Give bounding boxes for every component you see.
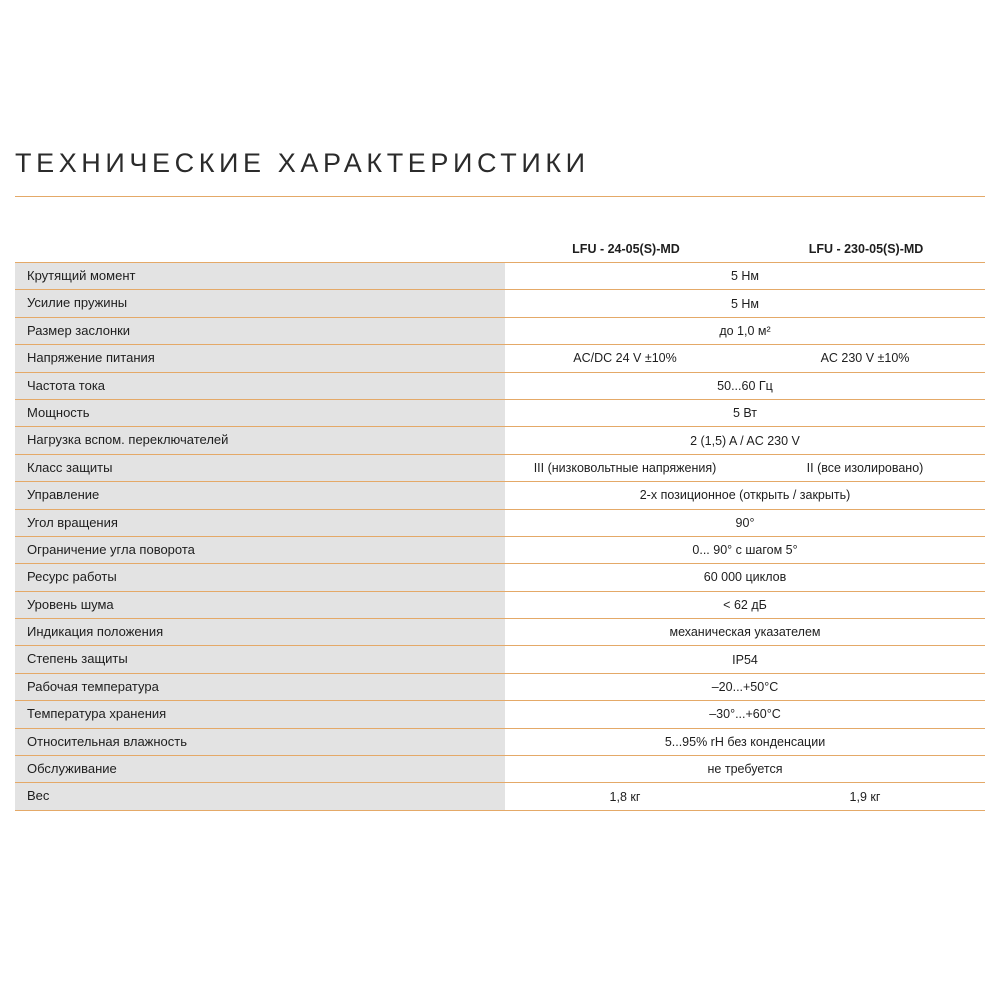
table-row [15,592,985,619]
row-label: Относительная влажность [15,729,505,755]
column-header-lfu-24: LFU - 24-05(S)-MD [572,242,680,256]
row-label: Ресурс работы [15,564,505,590]
row-label: Уровень шума [15,592,505,618]
row-value-shared: 5 Вт [732,406,758,421]
row-values [505,318,985,344]
row-value-shared: –30°...+60°C [709,707,781,722]
row-value-shared: до 1,0 м² [719,323,771,338]
row-value-shared: 50...60 Гц [717,378,773,393]
row-label: Степень защиты [15,646,505,672]
row-value-shared: 5 Нм [730,269,760,284]
table-row [15,510,985,537]
row-label: Обслуживание [15,756,505,782]
table-row [15,427,985,454]
row-label: Вес [15,783,505,809]
row-values [505,729,985,755]
table-row [15,701,985,728]
row-values [505,592,985,618]
table-row [15,619,985,646]
table-row [15,646,985,673]
row-values [505,510,985,536]
row-values [505,564,985,590]
row-label: Нагрузка вспом. переключателей [15,427,505,453]
row-label: Управление [15,482,505,508]
row-label: Усилие пружины [15,290,505,316]
row-values [505,756,985,782]
row-label: Ограничение угла поворота [15,537,505,563]
row-values [505,674,985,700]
row-label: Индикация положения [15,619,505,645]
row-label: Частота тока [15,373,505,399]
row-value-lfu-230: 1,9 кг [849,789,881,804]
row-values [505,290,985,316]
row-values [505,783,985,809]
column-header-lfu-230: LFU - 230-05(S)-MD [808,242,924,256]
row-values [505,345,985,371]
table-row [15,482,985,509]
table-row [15,263,985,290]
page-title: ТЕХНИЧЕСКИЕ ХАРАКТЕРИСТИКИ [15,148,590,178]
row-value-shared: 5 Нм [730,296,760,311]
table-row [15,729,985,756]
row-label: Угол вращения [15,510,505,536]
row-value-shared: 5...95% rH без конденсации [664,734,826,749]
row-value-shared: 2 (1,5) A / AC 230 V [690,433,800,448]
row-label: Напряжение питания [15,345,505,371]
row-label: Крутящий момент [15,263,505,289]
table-row [15,290,985,317]
row-value-shared: 2-х позиционное (открыть / закрыть) [639,488,851,503]
table-row [15,373,985,400]
row-label: Размер заслонки [15,318,505,344]
row-value-shared: < 62 дБ [723,597,767,612]
row-label: Рабочая температура [15,674,505,700]
spec-table [15,262,985,811]
table-row [15,455,985,482]
table-row [15,674,985,701]
row-values [505,537,985,563]
row-values [505,400,985,426]
row-value-shared: –20...+50°C [711,680,779,695]
row-values [505,263,985,289]
row-label: Мощность [15,400,505,426]
row-values [505,646,985,672]
row-value-shared: 0... 90° с шагом 5° [692,543,798,558]
row-value-lfu-230: II (все изолировано) [806,460,924,475]
table-row [15,756,985,783]
row-value-lfu-24: III (низковольтные напряжения) [533,460,717,475]
row-label: Класс защиты [15,455,505,481]
table-row [15,564,985,591]
row-value-shared: 60 000 циклов [703,570,787,585]
row-value-shared: не требуется [707,762,783,777]
row-label: Температура хранения [15,701,505,727]
table-row [15,400,985,427]
table-row [15,345,985,372]
row-values [505,373,985,399]
title-divider [15,196,985,197]
table-row [15,783,985,810]
row-value-shared: 90° [735,515,755,530]
row-values [505,455,985,481]
row-value-shared: механическая указателем [669,625,821,640]
row-value-lfu-24: AC/DC 24 V ±10% [573,351,677,366]
table-row [15,318,985,345]
row-value-lfu-24: 1,8 кг [609,789,641,804]
row-values [505,701,985,727]
row-values [505,619,985,645]
row-value-lfu-230: AC 230 V ±10% [820,351,910,366]
row-values [505,427,985,453]
table-row [15,537,985,564]
row-values [505,482,985,508]
row-value-shared: IP54 [732,652,758,667]
